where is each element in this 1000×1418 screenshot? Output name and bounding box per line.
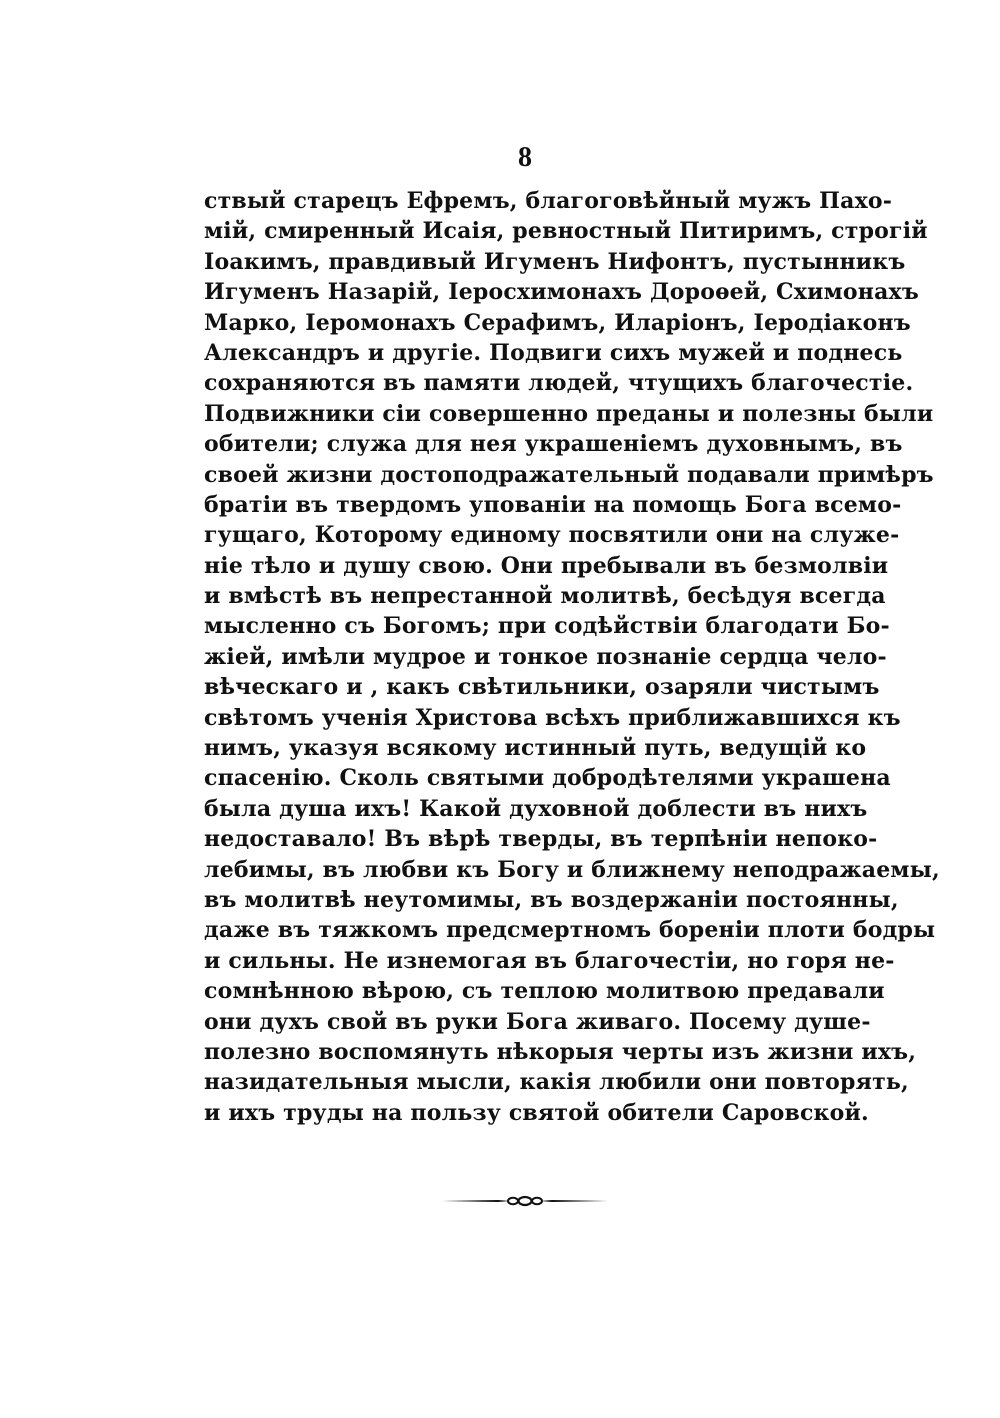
text-line: полезно воспомянуть нѣкорыя черты изъ жизни ихъ, (204, 1038, 917, 1065)
text-line: недоставало! Въ вѣрѣ тверды, въ терпѣніи непоко- (204, 826, 878, 853)
text-line: лебимы, въ любви къ Богу и ближнему неподражаемы, (204, 856, 940, 883)
text-line: Іоакимъ, правдивый Игуменъ Нифонтъ, пустынникъ (204, 248, 906, 275)
text-line: свѣтомъ ученія Христова всѣхъ приближавшихся къ (204, 704, 901, 731)
text-line: мій, смиренный Исаія, ревностный Питиримъ, строгій (204, 218, 928, 245)
text-line: назидательныя мысли, какія любили они повторять, (204, 1069, 909, 1096)
text-line: они духъ свой въ руки Бога живаго. Посему душе- (204, 1008, 871, 1035)
text-line: Александръ и другіе. Подвиги сихъ мужей и поднесь (204, 339, 903, 366)
text-line: сохраняются въ памяти людей, чтущихъ благочестіе. (204, 370, 914, 397)
text-line: и вмѣстѣ въ непрестанной молитвѣ, бесѣдуя всегда (204, 583, 886, 610)
text-line: Подвижники сіи совершенно преданы и полезны были (204, 400, 934, 427)
body-text (204, 186, 940, 1128)
text-line: братіи въ твердомъ упованіи на помощь Бога всемо- (204, 491, 902, 518)
text-line: Марко, Іеромонахъ Серафимъ, Иларіонъ, Іеродіаконъ (204, 309, 911, 336)
text-line: своей жизни достоподражательный подавали примѣръ (204, 461, 934, 488)
page-number: 8 (518, 142, 532, 173)
text-line: нимъ, указуя всякому истинный путь, ведущій ко (204, 735, 867, 762)
text-line: Игуменъ Назарій, Іеросхимонахъ Дороѳей, Схимонахъ (204, 279, 919, 306)
text-line: ніе тѣло и душу свою. Они пребывали въ безмолвіи (204, 552, 889, 579)
text-line: гущаго, Которому единому посвятили они на служе- (204, 522, 900, 549)
text-line: была душа ихъ! Какой духовной доблести въ нихъ (204, 795, 868, 822)
text-line: спасенію. Сколь святыми добродѣтелями украшена (204, 765, 891, 792)
text-line: сомнѣнною вѣрою, съ теплою молитвою предавали (204, 978, 885, 1005)
text-line: въ молитвѣ неутомимы, въ воздержаніи постоянны, (204, 886, 899, 913)
text-line: и ихъ труды на пользу святой обители Саровской. (204, 1099, 869, 1126)
text-line: мысленно съ Богомъ; при содѣйствіи благодати Бо- (204, 613, 890, 640)
text-line: обители; служа для нея украшеніемъ духовнымъ, въ (204, 431, 903, 458)
text-line: даже въ тяжкомъ предсмертномъ бореніи плоти бодры (204, 917, 936, 944)
text-line: ствый старецъ Ефремъ, благоговѣйный мужъ Пахо- (204, 188, 893, 214)
text-line: вѣческаго и , какъ свѣтильники, озаряли чистымъ (204, 674, 880, 701)
decorative-rule-ornament-icon (440, 1192, 610, 1210)
text-line: жіей, имѣли мудрое и тонкое познаніе сердца чело- (204, 643, 887, 670)
text-line: и сильны. Не изнемогая въ благочестіи, но горя не- (204, 947, 895, 974)
